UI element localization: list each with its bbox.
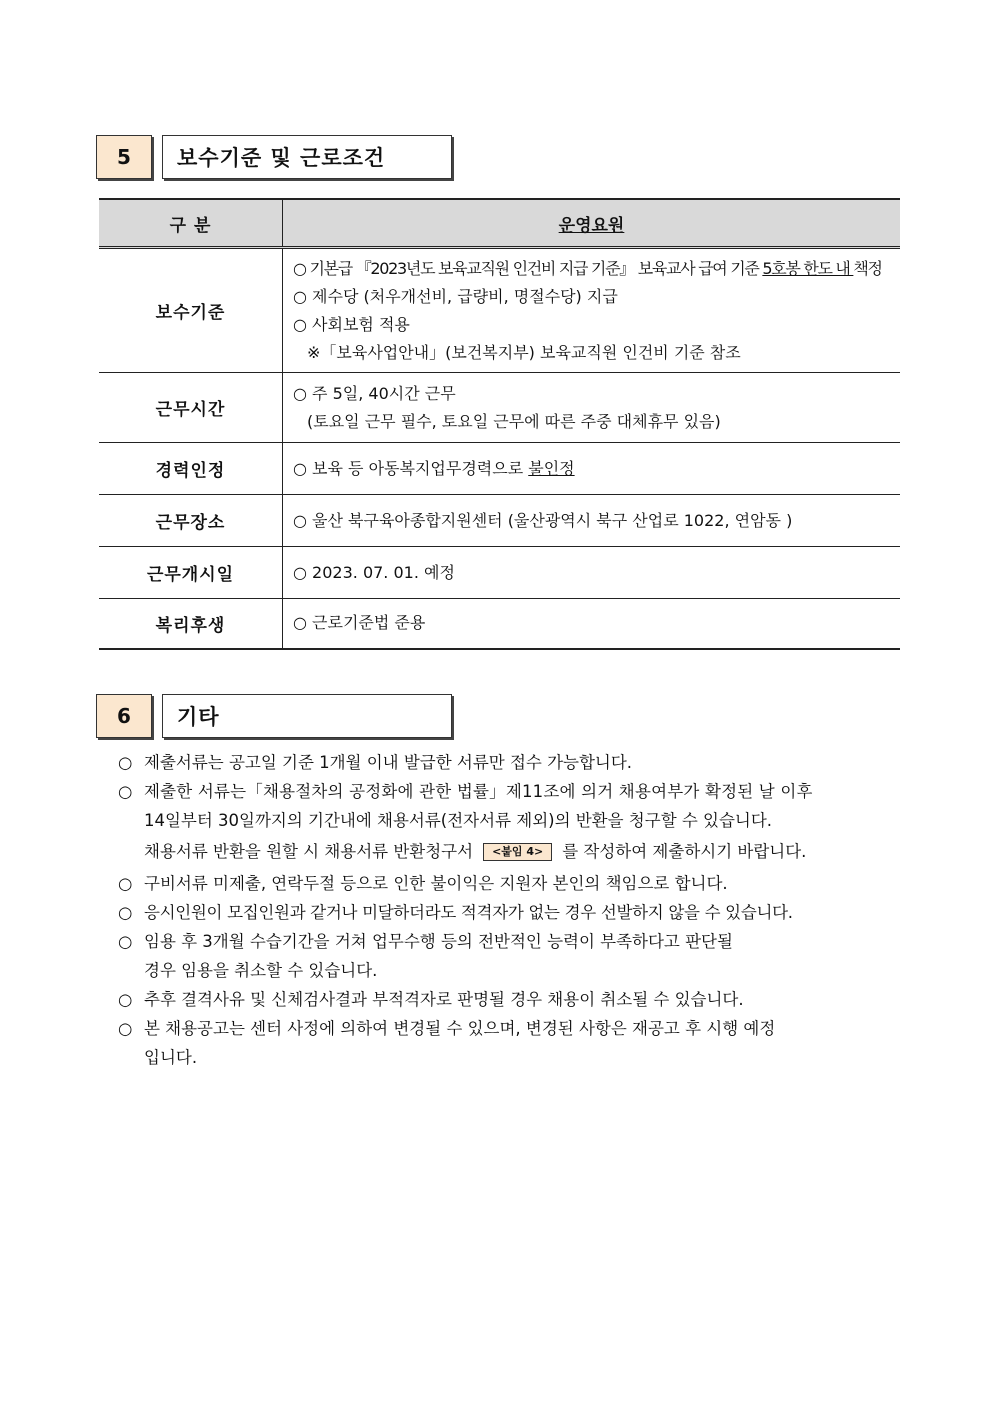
table-row [99,443,900,495]
notes-list [118,748,898,1072]
table-row [99,547,900,599]
career-underlined: 불인정 [528,458,575,478]
bullet: ○ [118,753,133,772]
section-6-title: 기타 [162,694,452,738]
row-value: ○ 2023. 07. 01. 예정 [283,547,901,599]
note-text: 제출한 서류는「채용절차의 공정화에 관한 법률」제11조에 의거 채용여부가 확정된 날 이후 [144,782,813,801]
list-item [118,985,898,1014]
note-text: 임용 후 3개월 수습기간을 거쳐 업무수행 등의 전반적인 능력이 부족하다고 판단될 [144,932,733,951]
row-key: 근무개시일 [99,547,283,599]
table-row [99,495,900,547]
note-text: 제출서류는 공고일 기준 1개월 이내 발급한 서류만 접수 가능합니다. [144,753,633,772]
list-item [118,777,898,806]
bullet: ○ [118,990,133,1009]
note-text: 추후 결격사유 및 신체검사결과 부적격자로 판명될 경우 채용이 취소될 수 있습니다. [144,990,744,1009]
row-key: 경력인정 [99,443,283,495]
section-5-number: 5 [96,135,152,179]
list-item [118,898,898,927]
pay-line-1: ○ 기본급 『2023년도 보육교직원 인건비 지급 기준』 보육교사 급여 기준 5호봉 한도 내 책정 [293,258,882,278]
hours-line-2: (토요일 근무 필수, 토요일 근무에 따른 주중 대체휴무 있음) [307,411,721,431]
row-key: 보수기준 [99,248,283,373]
pay-line-4: ※「보육사업안내」(보건복지부) 보육교직원 인건비 기준 참조 [307,342,741,362]
row-value: ○ 울산 북구육아종합지원센터 (울산광역시 북구 산업로 1022, 연암동 ) [283,495,901,547]
list-item [118,1014,898,1043]
note-text: 입니다. [144,1048,198,1067]
note-text: 채용서류 반환을 원할 시 채용서류 반환청구서 <붙임 4> 를 작성하여 제출하시기 바랍니다. [144,842,807,861]
attachment-tag: <붙임 4> [483,843,552,861]
section-6-number: 6 [96,694,152,738]
table-row [99,599,900,649]
section-5-title: 보수기준 및 근로조건 [162,135,452,179]
conditions-table [99,198,900,650]
list-item [118,869,898,898]
note-text: 구비서류 미제출, 연락두절 등으로 인한 불이익은 지원자 본인의 책임으로 합니다. [144,874,728,893]
pay-line-2: ○ 제수당 (처우개선비, 급량비, 명절수당) 지급 [293,286,618,306]
bullet: ○ [118,782,133,801]
row-key: 근무시간 [99,373,283,443]
note-text: 응시인원이 모집인원과 같거나 미달하더라도 적격자가 없는 경우 선발하지 않을 수 있습니다. [144,903,793,922]
pay-line-3: ○ 사회보험 적용 [293,314,410,334]
table-row [99,248,900,373]
note-text: 본 채용공고는 센터 사정에 의하여 변경될 수 있으며, 변경된 사항은 재공고 후 시행 예정 [144,1019,776,1038]
header-value [283,199,901,248]
row-value: ○ 근로기준법 준용 [283,599,901,649]
bullet: ○ [118,874,133,893]
row-value [283,373,901,443]
row-key: 복리후생 [99,599,283,649]
hours-line-1: ○ 주 5일, 40시간 근무 [293,383,456,403]
list-item [118,748,898,777]
note-text: 14일부터 30일까지의 기간내에 채용서류(전자서류 제외)의 반환을 청구할 수 있습니다. [144,811,773,830]
row-value [283,443,901,495]
list-item [118,927,898,956]
row-value [283,248,901,373]
career-text: ○ 보육 등 아동복지업무경력으로 [293,458,529,478]
header-key: 구 분 [99,199,283,248]
table-row [99,373,900,443]
header-value-label: 운영요원 [558,215,625,236]
bullet: ○ [118,903,133,922]
bullet: ○ [118,1019,133,1038]
row-key: 근무장소 [99,495,283,547]
note-text: 경우 임용을 취소할 수 있습니다. [144,961,378,980]
bullet: ○ [118,932,133,951]
table-header-row [99,199,900,248]
